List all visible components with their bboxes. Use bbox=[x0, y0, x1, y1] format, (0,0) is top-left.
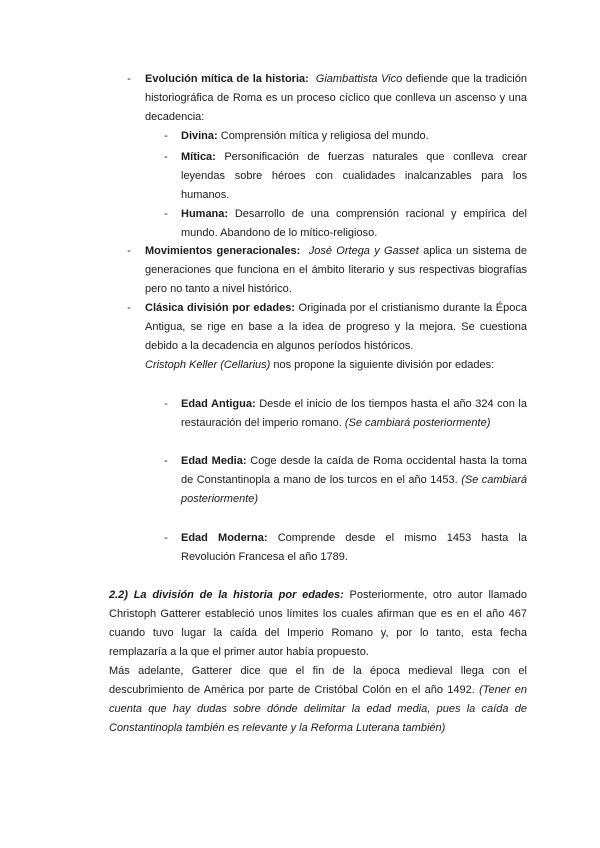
bullet-text: Originada por el cristianismo durante la Época Antigua, se rige en base a la idea de progreso y la mejora. Se cuestiona debido a la decadencia en algunos períodos históricos. bbox=[145, 302, 527, 352]
bullet-text: defiende que la tradición historiográfica de Roma es un proceso cíclico que conlleva un ascenso y una decadencia: bbox=[145, 73, 527, 123]
sub-item-divina bbox=[181, 127, 527, 146]
author-name: José Ortega y Gasset bbox=[308, 245, 419, 257]
section-paragraph-note: (Tener en cuenta que hay dudas sobre dónde delimitar la edad media, pues la caída de Constantinopla también es relevante y la Reforma Luterana también) bbox=[109, 684, 527, 734]
sub-bullet-marker: - bbox=[164, 151, 168, 163]
sub-item-note: (Se cambiará posteriormente) bbox=[181, 474, 527, 505]
sub-item-edad-moderna bbox=[181, 529, 527, 567]
bullet-marker: - bbox=[127, 245, 131, 257]
sub-item-edad-antigua bbox=[181, 395, 527, 433]
author-name: Cristoph Keller (Cellarius) bbox=[145, 359, 271, 371]
bullet-title: Movimientos generacionales: bbox=[145, 245, 301, 257]
bullet-marker: - bbox=[127, 73, 131, 85]
section-2-2-paragraph-2 bbox=[109, 662, 527, 738]
intro-text: nos propone la siguiente división por edades: bbox=[273, 359, 495, 371]
sub-item-title: Mítica: bbox=[181, 151, 216, 163]
bullet-evolucion-mitica bbox=[145, 70, 527, 127]
bullet-title: Evolución mítica de la historia: bbox=[145, 73, 309, 85]
sub-item-title: Edad Moderna: bbox=[181, 532, 268, 544]
bullet-text: aplica un sistema de generaciones que funciona en el ámbito literario y sus respectivas biografías pero no tanto a nivel histórico. bbox=[145, 245, 527, 295]
sub-item-title: Edad Antigua: bbox=[181, 398, 256, 410]
sub-item-text: Comprende desde el mismo 1453 hasta la Revolución Francesa el año 1789. bbox=[181, 532, 527, 563]
bullet-clasica-division bbox=[145, 299, 527, 356]
sub-item-title: Edad Media: bbox=[181, 455, 247, 467]
cellarius-intro bbox=[145, 356, 527, 375]
sub-item-title: Humana: bbox=[181, 208, 229, 220]
sub-item-humana bbox=[181, 205, 527, 243]
sub-item-text: Desarrollo de una comprensión racional y empírica del mundo. Abandono de lo mítico-religioso. bbox=[181, 208, 527, 239]
sub-item-edad-media bbox=[181, 452, 527, 509]
sub-item-text: Desde el inicio de los tiempos hasta el año 324 con la restauración del imperio romano. bbox=[181, 398, 527, 429]
sub-item-mitica bbox=[181, 148, 527, 205]
section-2-2-paragraph bbox=[109, 586, 527, 662]
sub-item-text: Comprensión mítica y religiosa del mundo. bbox=[220, 130, 429, 142]
bullet-movimientos-generacionales bbox=[145, 242, 527, 299]
sub-item-text: Personificación de fuerzas naturales que conlleva crear leyendas sobre héroes con cualidades inalcanzables para los humanos. bbox=[181, 151, 527, 201]
sub-bullet-marker: - bbox=[164, 130, 168, 142]
author-name: Giambattista Vico bbox=[315, 73, 403, 85]
sub-bullet-marker: - bbox=[164, 398, 168, 410]
sub-item-title: Divina: bbox=[181, 130, 218, 142]
sub-item-text: Coge desde la caída de Roma occidental hasta la toma de Constantinopla a mano de los turcos en el año 1453. bbox=[181, 455, 528, 486]
sub-bullet-marker: - bbox=[164, 532, 168, 544]
section-paragraph-2: Más adelante, Gatterer dice que el fin de la época medieval llega con el descubrimiento de América por parte de Cristóbal Colón en el año 1492. bbox=[109, 665, 527, 696]
sub-bullet-marker: - bbox=[164, 455, 168, 467]
bullet-marker: - bbox=[127, 302, 131, 314]
sub-bullet-marker: - bbox=[164, 208, 168, 220]
sub-item-note: (Se cambiará posteriormente) bbox=[344, 417, 491, 429]
section-heading: 2.2) La división de la historia por edades: bbox=[109, 589, 344, 601]
bullet-title: Clásica división por edades: bbox=[145, 302, 295, 314]
section-paragraph-1: Posteriormente, otro autor llamado Christoph Gatterer estableció unos límites los cuales afirman que es en el año 467 cuando tuvo lugar la caída del Imperio Romano y, por lo tanto, esta fecha remplazaría a la que el primer autor había propuesto. bbox=[109, 589, 527, 658]
